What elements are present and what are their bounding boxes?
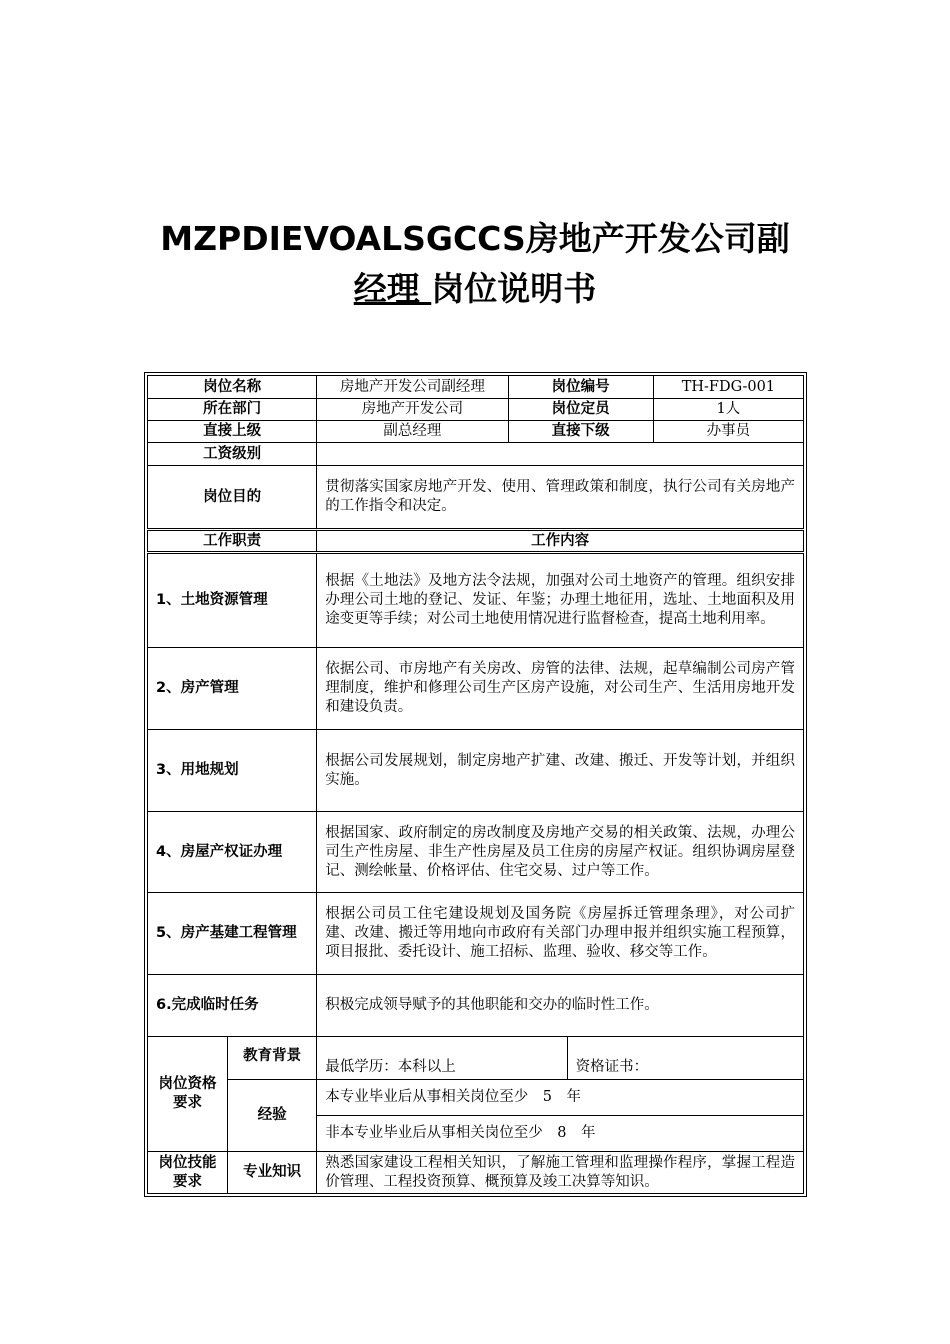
headcount-value: 1人 xyxy=(653,399,803,421)
info-row-department xyxy=(148,399,804,421)
document-title xyxy=(0,214,950,314)
duty-row xyxy=(148,648,804,730)
duty-content: 积极完成领导赋予的其他职能和交办的临时性工作。 xyxy=(317,975,804,1037)
subordinate-value: 办事员 xyxy=(653,421,803,443)
duty-row xyxy=(148,553,804,648)
duty-row xyxy=(148,975,804,1037)
duty-name: 5、房产基建工程管理 xyxy=(148,893,317,975)
education-label: 教育背景 xyxy=(228,1037,317,1080)
duty-header: 工作职责 xyxy=(148,530,317,553)
duty-content: 根据《土地法》及地方法令法规，加强对公司土地资产的管理。组织安排办理公司土地的登记、发证、年鉴；办理土地征用，选址、土地面积及用途变更等手续；对公司土地使用情况进行监督检查，提高土地利用率。 xyxy=(317,553,804,648)
purpose-label: 岗位目的 xyxy=(148,466,317,530)
knowledge-value: 熟悉国家建设工程相关知识，了解施工管理和监理操作程序，掌握工程造价管理、工程投资预算、概预算及竣工决算等知识。 xyxy=(317,1152,804,1194)
info-row-salary xyxy=(148,443,804,466)
salary-label: 工资级别 xyxy=(148,443,317,466)
qualification-experience-row xyxy=(148,1080,804,1116)
superior-value: 副总经理 xyxy=(317,421,508,443)
experience-value-1: 本专业毕业后从事相关岗位至少 5 年 xyxy=(317,1080,804,1116)
education-value: 最低学历：本科以上 xyxy=(317,1037,567,1080)
duty-content: 根据公司员工住宅建设规划及国务院《房屋拆迁管理条理》，对公司扩建、改建、搬迁等用地向市政府有关部门办理申报并组织实施工程预算，项目报批、委托设计、施工招标、监理、验收、移交等工作。 xyxy=(317,893,804,975)
experience-label: 经验 xyxy=(228,1080,317,1152)
skills-label: 岗位技能要求 xyxy=(148,1152,228,1194)
duty-name: 1、土地资源管理 xyxy=(148,553,317,648)
qualification-education-row xyxy=(148,1037,804,1080)
department-value: 房地产开发公司 xyxy=(317,399,508,421)
duty-row xyxy=(148,730,804,812)
duty-content: 依据公司、市房地产有关房改、房管的法律、法规，起草编制公司房产管理制度，维护和修理公司生产区房产设施，对公司生产、生活用房地开发和建设负责。 xyxy=(317,648,804,730)
duty-name: 3、用地规划 xyxy=(148,730,317,812)
duties-header-row xyxy=(148,530,804,553)
headcount-label: 岗位定员 xyxy=(508,399,653,421)
duty-content: 根据国家、政府制定的房改制度及房地产交易的相关政策、法规，办理公司生产性房屋、非生产性房屋及员工住房的房屋产权证。组织协调房屋登记、测绘帐量、价格评估、住宅交易、过户等工作。 xyxy=(317,812,804,893)
duty-row xyxy=(148,893,804,975)
content-header: 工作内容 xyxy=(317,530,804,553)
duty-row xyxy=(148,812,804,893)
info-row-superior xyxy=(148,421,804,443)
salary-value xyxy=(317,443,804,466)
department-label: 所在部门 xyxy=(148,399,317,421)
skills-row xyxy=(148,1152,804,1194)
purpose-row xyxy=(148,466,804,530)
title-underlined: 经理 xyxy=(353,269,432,308)
duty-name: 2、房产管理 xyxy=(148,648,317,730)
position-name-value: 房地产开发公司副经理 xyxy=(317,376,508,399)
superior-label: 直接上级 xyxy=(148,421,317,443)
job-description-table-frame xyxy=(144,372,807,1197)
experience-value-2: 非本专业毕业后从事相关岗位至少 8 年 xyxy=(317,1116,804,1152)
knowledge-label: 专业知识 xyxy=(228,1152,317,1194)
purpose-value: 贯彻落实国家房地产开发、使用、管理政策和制度，执行公司有关房地产的工作指令和决定。 xyxy=(317,466,804,530)
position-name-label: 岗位名称 xyxy=(148,376,317,399)
job-description-table xyxy=(147,375,804,1194)
title-rest: 岗位说明书 xyxy=(431,269,597,308)
title-main: MZPDIEVOALSGCCS房地产开发公司副 xyxy=(160,219,790,258)
certificate-value: 资格证书： xyxy=(567,1037,803,1080)
info-row-name xyxy=(148,376,804,399)
duty-name: 4、房屋产权证办理 xyxy=(148,812,317,893)
position-code-label: 岗位编号 xyxy=(508,376,653,399)
duty-content: 根据公司发展规划，制定房地产扩建、改建、搬迁、开发等计划，并组织实施。 xyxy=(317,730,804,812)
duty-name: 6.完成临时任务 xyxy=(148,975,317,1037)
position-code-value: TH-FDG-001 xyxy=(653,376,803,399)
qualification-label: 岗位资格要求 xyxy=(148,1037,228,1152)
subordinate-label: 直接下级 xyxy=(508,421,653,443)
